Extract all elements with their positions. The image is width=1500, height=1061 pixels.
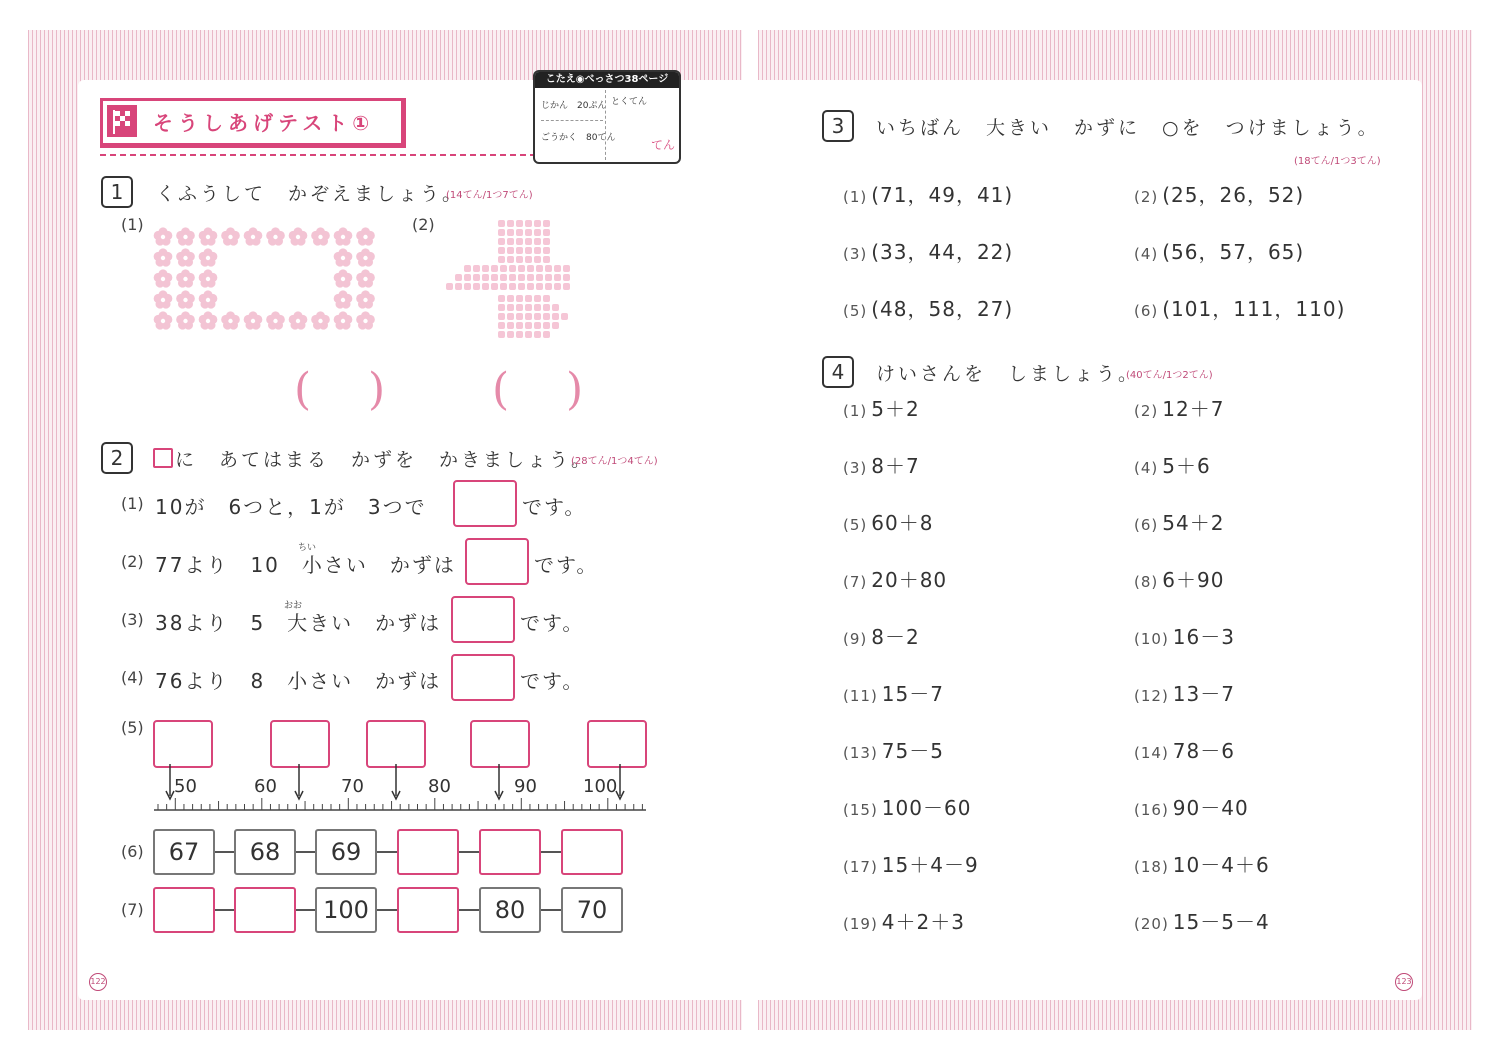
dot-mark: [518, 265, 525, 272]
flower-rectangle-figure: [150, 225, 385, 335]
dot-mark: [498, 220, 505, 227]
dot-mark: [482, 283, 489, 290]
dot-mark: [534, 229, 541, 236]
q2-item-3-num: (3): [121, 610, 144, 629]
flower-icon: [199, 248, 218, 266]
dot-mark: [500, 283, 507, 290]
q3-item-5-text[interactable]: (48，58，27): [871, 297, 1014, 321]
answer-reference: こたえ◉べっさつ38ページ: [535, 72, 679, 88]
dot-mark: [525, 322, 532, 329]
q4-item-16: [1134, 792, 1249, 821]
dot-mark: [482, 265, 489, 272]
dot-mark: [516, 322, 523, 329]
q4-item-19: [843, 906, 965, 935]
ruler-label-80: 80: [428, 776, 451, 797]
q4-item-8-expr: 6＋90: [1162, 568, 1225, 592]
blank-box-icon: [153, 448, 173, 468]
dot-mark: [543, 331, 550, 338]
dot-mark: [455, 274, 462, 281]
q2-item-2-ruby: ちい: [298, 543, 317, 553]
flower-icon: [356, 227, 375, 245]
q2-item-2-after: です。: [534, 553, 599, 577]
row7-box-5: 80: [479, 887, 541, 933]
flower-icon: [311, 227, 330, 245]
dot-mark: [525, 304, 532, 311]
row6-answer-box-5[interactable]: [479, 829, 541, 875]
dot-mark: [545, 265, 552, 272]
dot-mark: [509, 274, 516, 281]
dot-mark: [543, 238, 550, 245]
dot-mark: [543, 313, 550, 320]
dot-mark: [525, 247, 532, 254]
q4-item-5-expr: 60＋8: [871, 511, 934, 535]
dot-mark: [498, 295, 505, 302]
q2-item-1-num: (1): [121, 494, 144, 513]
dot-mark: [518, 274, 525, 281]
question-1-points: (14てん/1つ7てん): [446, 190, 533, 201]
q4-item-9: [843, 621, 920, 650]
dot-mark: [543, 229, 550, 236]
question-4-number: 4: [822, 356, 854, 388]
q1-answer-2-open: (: [492, 364, 510, 415]
q1-answer-1-close: ): [368, 364, 386, 415]
flower-icon: [154, 227, 173, 245]
numline-box-4[interactable]: [470, 720, 530, 768]
flower-icon: [176, 311, 195, 329]
dot-mark: [525, 313, 532, 320]
q3-item-4-text[interactable]: (56，57，65): [1162, 240, 1305, 264]
ruler-label-90: 90: [514, 776, 537, 797]
dot-mark: [507, 247, 514, 254]
q4-item-2-num: (2): [1134, 402, 1159, 420]
dot-mark: [516, 256, 523, 263]
dot-mark: [491, 265, 498, 272]
q4-item-18-num: (18): [1134, 858, 1169, 876]
flag-icon: [107, 105, 137, 137]
q4-item-8-num: (8): [1134, 573, 1159, 591]
question-3-number: 3: [822, 110, 854, 142]
dot-mark: [543, 304, 550, 311]
q2-item-1-after: です。: [522, 495, 587, 519]
dot-mark: [554, 274, 561, 281]
q4-item-15: [843, 792, 971, 821]
q4-item-18-expr: 10－4＋6: [1172, 853, 1270, 877]
dot-mark: [516, 220, 523, 227]
q4-item-16-num: (16): [1134, 801, 1169, 819]
title-banner: [100, 98, 406, 148]
dot-mark: [543, 295, 550, 302]
ruler-label-100: 100: [583, 776, 618, 797]
q4-item-4: [1134, 450, 1211, 479]
dot-mark: [500, 265, 507, 272]
dot-mark: [498, 256, 505, 263]
flower-icon: [356, 311, 375, 329]
dot-arrow-figure: [440, 215, 610, 355]
flower-icon: [311, 311, 330, 329]
flower-icon: [176, 269, 195, 287]
q4-item-3: [843, 450, 920, 479]
q4-item-1: [843, 393, 920, 422]
left-page-number: 122: [89, 973, 107, 991]
score-box: [533, 70, 681, 164]
flower-icon: [334, 290, 353, 308]
q1-sub-2-label: (2): [412, 215, 435, 234]
dot-mark: [491, 274, 498, 281]
dot-mark: [516, 331, 523, 338]
dot-mark: [464, 274, 471, 281]
q2-item-2-answer-box[interactable]: [465, 538, 529, 585]
dot-mark: [525, 256, 532, 263]
dot-mark: [491, 283, 498, 290]
q2-item-4-text: 76より 8 小さい かずは: [155, 669, 442, 693]
question-1-text: くふうして かぞえましょう。: [156, 183, 465, 205]
dot-mark: [543, 247, 550, 254]
row7-box-6: 70: [561, 887, 623, 933]
q3-item-6-text[interactable]: (101，111，110): [1162, 297, 1346, 321]
flower-icon: [199, 311, 218, 329]
row6-box-1: 67: [153, 829, 215, 875]
q4-item-6-expr: 54＋2: [1162, 511, 1225, 535]
q3-item-4-num: (4): [1134, 245, 1159, 263]
dot-mark: [561, 313, 568, 320]
q1-answer-1-field[interactable]: [315, 372, 365, 412]
dot-mark: [545, 274, 552, 281]
flower-icon: [356, 290, 375, 308]
dot-mark: [527, 283, 534, 290]
q3-item-4: [1134, 236, 1304, 265]
q4-item-14-expr: 78－6: [1172, 739, 1235, 763]
dot-mark: [563, 283, 570, 290]
dot-mark: [534, 322, 541, 329]
q3-item-5-num: (5): [843, 302, 868, 320]
q4-item-8: [1134, 564, 1224, 593]
dot-mark: [516, 229, 523, 236]
flower-icon: [199, 227, 218, 245]
q1-answer-2-close: ): [566, 364, 584, 415]
q4-item-10: [1134, 621, 1235, 650]
flower-icon: [199, 290, 218, 308]
dot-mark: [507, 295, 514, 302]
q1-sub-1-label: (1): [121, 215, 144, 234]
dot-mark: [536, 283, 543, 290]
dot-mark: [552, 313, 559, 320]
q4-item-14-num: (14): [1134, 744, 1169, 762]
q4-item-2: [1134, 393, 1224, 422]
q4-item-20-expr: 15－5－4: [1172, 910, 1270, 934]
q4-item-4-num: (4): [1134, 459, 1159, 477]
flower-icon: [266, 227, 285, 245]
ruler-label-60: 60: [254, 776, 277, 797]
numline-box-2[interactable]: [270, 720, 330, 768]
dot-mark: [527, 274, 534, 281]
q3-item-3-num: (3): [843, 245, 868, 263]
q3-item-6: [1134, 293, 1345, 322]
dot-mark: [498, 313, 505, 320]
dot-mark: [509, 265, 516, 272]
dot-mark: [516, 238, 523, 245]
row6-box-2: 68: [234, 829, 296, 875]
question-3-points: (18てん/1つ3てん): [1294, 156, 1381, 167]
dot-mark: [525, 331, 532, 338]
dot-mark: [446, 283, 453, 290]
q4-item-12-num: (12): [1134, 687, 1169, 705]
dot-mark: [525, 229, 532, 236]
question-2-text: に あてはまる かずを かきましょう。: [175, 449, 594, 471]
q3-item-3: [843, 236, 1013, 265]
q4-item-19-expr: 4＋2＋3: [881, 910, 965, 934]
pass-score: ごうかく 80てん: [541, 133, 616, 143]
numline-box-5[interactable]: [587, 720, 647, 768]
flower-icon: [334, 248, 353, 266]
q2-item-4-num: (4): [121, 668, 144, 687]
row7-answer-box-2[interactable]: [234, 887, 296, 933]
q4-item-3-expr: 8＋7: [871, 454, 920, 478]
flower-icon: [176, 290, 195, 308]
q4-item-19-num: (19): [843, 915, 878, 933]
flower-icon: [154, 269, 173, 287]
dot-mark: [507, 256, 514, 263]
flower-icon: [289, 311, 308, 329]
q4-item-10-num: (10): [1134, 630, 1169, 648]
q4-item-7: [843, 564, 947, 593]
question-3-text: いちばん 大きい かずに ○を つけましょう。: [876, 117, 1380, 139]
dot-mark: [543, 220, 550, 227]
title-divider: [100, 154, 536, 156]
q3-item-2: [1134, 179, 1304, 208]
dot-mark: [516, 304, 523, 311]
ruler-label-50: 50: [174, 776, 197, 797]
number-line: [150, 764, 650, 820]
q2-item-5-num: (5): [121, 718, 144, 737]
dot-mark: [516, 295, 523, 302]
dot-mark: [509, 283, 516, 290]
dot-mark: [518, 283, 525, 290]
flower-icon: [176, 248, 195, 266]
dot-mark: [473, 283, 480, 290]
q3-item-1: [843, 179, 1013, 208]
dot-mark: [498, 238, 505, 245]
q4-item-20: [1134, 906, 1270, 935]
dot-mark: [543, 322, 550, 329]
row6-box-3: 69: [315, 829, 377, 875]
dot-mark: [536, 265, 543, 272]
dot-mark: [507, 322, 514, 329]
flower-icon: [356, 248, 375, 266]
q4-item-5: [843, 507, 933, 536]
flower-icon: [244, 311, 263, 329]
dot-mark: [482, 274, 489, 281]
flower-icon: [154, 311, 173, 329]
question-1-number: 1: [101, 176, 133, 208]
page-title: そうしあげテスト①: [153, 111, 375, 135]
question-4-text: けいさんを しましょう。: [876, 363, 1141, 385]
q4-item-7-expr: 20＋80: [871, 568, 948, 592]
q4-item-7-num: (7): [843, 573, 868, 591]
q3-item-3-text[interactable]: (33，44，22): [871, 240, 1014, 264]
dot-mark: [507, 313, 514, 320]
q2-item-3-ruby: おお: [284, 601, 303, 611]
row7-box-3: 100: [315, 887, 377, 933]
q4-item-14: [1134, 735, 1235, 764]
dot-mark: [455, 283, 462, 290]
q4-item-17: [843, 849, 979, 878]
q2-item-3-after: です。: [520, 611, 585, 635]
q2-item-1-text: 10が 6つと，1が 3つで: [155, 495, 427, 519]
q1-answer-1-open: (: [294, 364, 312, 415]
q4-item-6: [1134, 507, 1224, 536]
q2-item-3-text: 38より 5 大きい かずは: [155, 611, 442, 635]
q2-item-6-num: (6): [121, 842, 144, 861]
q3-item-1-num: (1): [843, 188, 868, 206]
q3-item-1-text[interactable]: (71，49，41): [871, 183, 1014, 207]
dot-mark: [507, 220, 514, 227]
q2-item-2-text: 77より 10 小さい かずは: [155, 553, 456, 577]
time-limit: じかん 20ぷん: [541, 101, 607, 111]
dot-mark: [534, 220, 541, 227]
score-label: とくてん: [611, 97, 648, 107]
flower-icon: [334, 311, 353, 329]
q4-item-12: [1134, 678, 1235, 707]
question-2-number: 2: [101, 442, 133, 474]
flower-icon: [244, 227, 263, 245]
right-page-number: 123: [1395, 973, 1413, 991]
q4-item-5-num: (5): [843, 516, 868, 534]
q4-item-3-num: (3): [843, 459, 868, 477]
dot-mark: [534, 304, 541, 311]
row6-answer-box-4[interactable]: [397, 829, 459, 875]
q3-item-5: [843, 293, 1013, 322]
flower-icon: [221, 227, 240, 245]
row7-answer-box-4[interactable]: [397, 887, 459, 933]
flower-icon: [289, 227, 308, 245]
q3-item-6-num: (6): [1134, 302, 1159, 320]
dot-mark: [525, 238, 532, 245]
q4-item-13: [843, 735, 944, 764]
q4-item-6-num: (6): [1134, 516, 1159, 534]
dot-mark: [516, 313, 523, 320]
dot-mark: [500, 274, 507, 281]
numline-box-1[interactable]: [153, 720, 213, 768]
ruler-label-70: 70: [341, 776, 364, 797]
q4-item-1-num: (1): [843, 402, 868, 420]
q2-item-2-num: (2): [121, 552, 144, 571]
dot-mark: [507, 238, 514, 245]
dot-mark: [534, 238, 541, 245]
q4-item-9-expr: 8－2: [871, 625, 920, 649]
flower-icon: [154, 290, 173, 308]
q2-item-7-num: (7): [121, 900, 144, 919]
q3-item-2-num: (2): [1134, 188, 1159, 206]
flower-icon: [199, 269, 218, 287]
q4-item-10-expr: 16－3: [1172, 625, 1235, 649]
dot-mark: [534, 256, 541, 263]
flower-icon: [356, 269, 375, 287]
flower-icon: [266, 311, 285, 329]
dot-mark: [498, 247, 505, 254]
dot-mark: [507, 229, 514, 236]
row6-answer-box-6[interactable]: [561, 829, 623, 875]
dot-mark: [543, 256, 550, 263]
q4-item-18: [1134, 849, 1270, 878]
q4-item-2-expr: 12＋7: [1162, 397, 1225, 421]
dot-mark: [498, 229, 505, 236]
dot-mark: [534, 295, 541, 302]
q2-item-4-answer-box[interactable]: [451, 654, 515, 701]
score-unit: てん: [651, 138, 676, 152]
dot-mark: [552, 322, 559, 329]
dot-mark: [545, 283, 552, 290]
q4-item-11-num: (11): [843, 687, 878, 705]
q4-item-20-num: (20): [1134, 915, 1169, 933]
dot-mark: [536, 274, 543, 281]
q3-item-2-text[interactable]: (25，26，52): [1162, 183, 1305, 207]
flower-icon: [334, 269, 353, 287]
dot-mark: [534, 331, 541, 338]
question-2-points: (28てん/1つ4てん): [571, 456, 658, 467]
dot-mark: [525, 295, 532, 302]
dot-mark: [525, 220, 532, 227]
q4-item-11-expr: 15－7: [881, 682, 944, 706]
q4-item-17-num: (17): [843, 858, 878, 876]
dot-mark: [554, 265, 561, 272]
q4-item-15-expr: 100－60: [881, 796, 972, 820]
dot-mark: [473, 265, 480, 272]
dot-mark: [563, 274, 570, 281]
q4-item-9-num: (9): [843, 630, 868, 648]
q4-item-13-expr: 75－5: [881, 739, 944, 763]
flower-icon: [221, 311, 240, 329]
dot-mark: [554, 283, 561, 290]
row7-answer-box-1[interactable]: [153, 887, 215, 933]
dot-mark: [507, 331, 514, 338]
dot-mark: [498, 322, 505, 329]
flower-icon: [154, 248, 173, 266]
dot-mark: [527, 265, 534, 272]
flower-icon: [176, 227, 195, 245]
dot-mark: [498, 304, 505, 311]
q4-item-11: [843, 678, 944, 707]
q4-item-1-expr: 5＋2: [871, 397, 920, 421]
q4-item-15-num: (15): [843, 801, 878, 819]
q2-item-3-answer-box[interactable]: [451, 596, 515, 643]
flower-icon: [334, 227, 353, 245]
q4-item-13-num: (13): [843, 744, 878, 762]
dot-mark: [464, 283, 471, 290]
dot-mark: [534, 247, 541, 254]
dot-mark: [498, 331, 505, 338]
q2-item-4-after: です。: [520, 669, 585, 693]
question-4-points: (40てん/1つ2てん): [1126, 370, 1213, 381]
q2-item-1-answer-box[interactable]: [453, 480, 517, 527]
q1-answer-2-field[interactable]: [513, 372, 563, 412]
dot-mark: [516, 247, 523, 254]
dot-mark: [563, 265, 570, 272]
dot-mark: [552, 304, 559, 311]
dot-mark: [507, 304, 514, 311]
dot-mark: [473, 274, 480, 281]
dot-mark: [534, 313, 541, 320]
q4-item-17-expr: 15＋4－9: [881, 853, 979, 877]
dot-mark: [464, 265, 471, 272]
numline-box-3[interactable]: [366, 720, 426, 768]
q4-item-16-expr: 90－40: [1172, 796, 1249, 820]
q4-item-12-expr: 13－7: [1172, 682, 1235, 706]
q4-item-4-expr: 5＋6: [1162, 454, 1211, 478]
